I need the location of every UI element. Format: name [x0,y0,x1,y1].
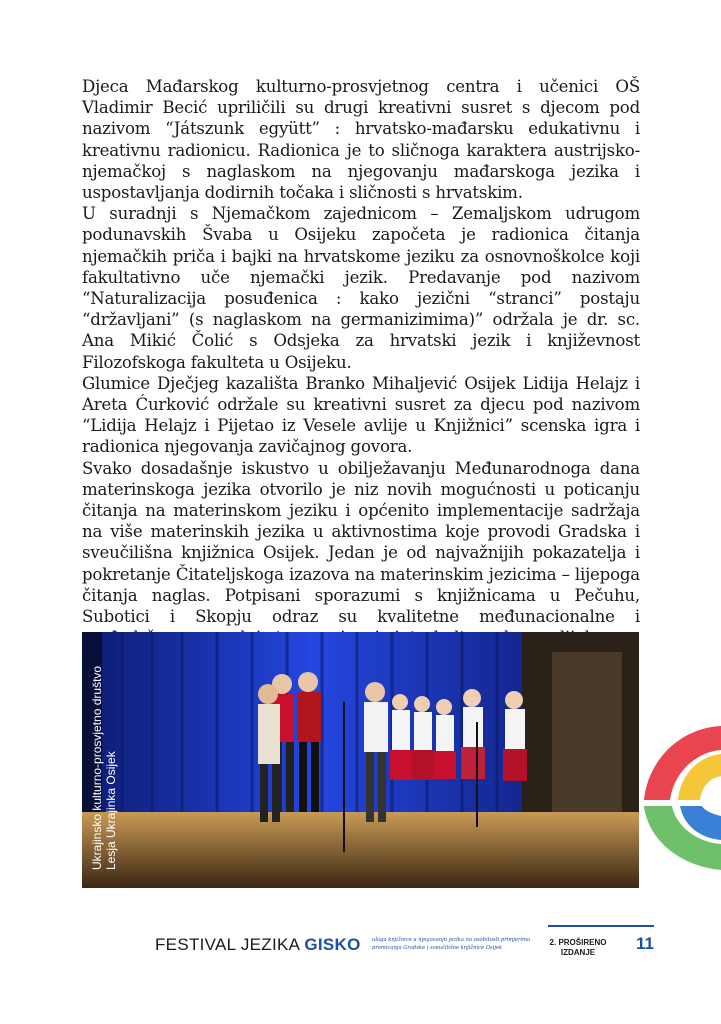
paragraph-german-workshop: U suradnji s Njemačkom zajednicom – Zemaljskom udrugom podunavskih Švaba u Osijeku započeta je radionica čitanja njemačkih priča i bajki na hrvatskome jeziku za osnovnoškolce koji fakultativno uče njemački jezik. Predavanje pod nazivom “Naturalizacija posuđenica : kako jezični “stranci” postaju “državljani” (s naglaskom na germanizimima)” održala je dr. sc. Ana Mikić Čolić s Odsjeka za hrvatski jezik i književnost Filozofskoga fakulteta u Osijeku. [82,204,640,372]
page-number: 11 [636,934,654,953]
festival-title-accent: GISKO [304,935,361,954]
children-choir-illustration [82,632,639,888]
photo-credit-line2: Lesja Ukrajinka Osijek [104,751,118,870]
stage-photo [82,632,639,888]
footer-rule [548,925,654,927]
paragraph-mother-tongue-day: Svako dosadašnje iskustvo u obilježavanju Međunarodnoga dana materinskoga jezika otvorilo je niz novih mogućnosti u poticanju čitanja na materinskom jeziku i općenito implementacije sadržaja na više materinskih jezika u aktivnostima koje provodi Gradska i sveučilišna knjižnica Osijek. Jedan je od najvažnijih pokazatelja i pokretanje Čitateljskoga izazova na materinskim jezicima – lijepoga čitanja naglas. Potpisani sporazumi s knjižnicama u Pečuhu, Subotici i Skopju odraz su kvalitetne međunacionalne i [82,458,640,627]
article-body [82,76,640,648]
paragraph-theatre-meeting: Glumice Dječjeg kazališta Branko Mihaljević Osijek Lidija Helajz i Areta Ćurković održale su kreativni susret za djecu pod nazivom “Lidija Helajz i Pijetao iz Vesele avlije u Knjižnici” scenska igra i radionica njegovanja zavičajnog govora. [82,373,640,457]
festival-tagline: uloga knjižnice u njegovanju jezika na osobitosti primjerima promicanja Gradske i sveučilišne knjižnice Osijek [372,937,531,951]
edition-label: 2. PROŠIRENO IZDANJE [549,938,607,957]
photo-credit-line1: Ukrajinsko kulturno-prosvjetno društvo [90,665,104,870]
festival-title [155,935,361,955]
paragraph-hungarian-workshop: Djeca Mađarskog kulturno-prosvjetnog centra i učenici OŠ Vladimir Becić upriličili su drugi kreativni susret s djecom pod nazivom “Játszunk együtt” : hrvatsko-mađarsku edukativnu i kreativnu radionicu. Radionica je to sličnoga karaktera austrijsko-njemačkoj s naglaskom na njegovanju mađarskoga jezika i uspostavljanja dodirnih točaka i sličnosti s hrvatskim. [82,77,640,203]
photo-credit [90,666,118,870]
festival-title-plain: FESTIVAL JEZIKA [155,935,305,954]
decorative-swirl-graphic [640,720,721,870]
